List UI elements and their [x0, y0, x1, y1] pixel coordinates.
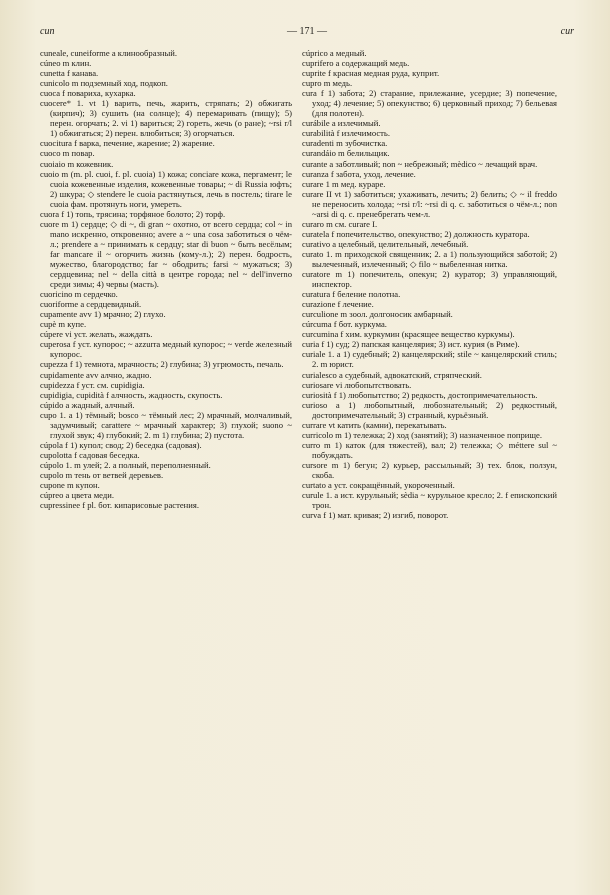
dictionary-entry: cúpolo 1. m улей; 2. a полный, переполненный.: [40, 459, 211, 470]
dictionary-entry: cuoca f повариха, кухарка.: [40, 88, 136, 99]
dictionary-entry: cuoco m повар.: [40, 148, 95, 159]
left-guide-word: cun: [40, 26, 55, 37]
dictionary-entry: cuoio m (m. pl. cuoi, f. pl. cuoia) 1) кожа; conciare кожа, пергамент; le cuoia кожевенные изделия, кожевенные товары; ~ di Russia юфть; 2) шкура; ◇ stendere le cuoia растянуться, лечь в постель; tirare le cuoia фам. протянуть ноги, умереть.: [40, 168, 292, 209]
dictionary-entry: cupolo m тень от ветвей деревьев.: [40, 469, 164, 480]
dictionary-entry: curazione f лечение.: [302, 299, 374, 310]
dictionary-entry: cúneo m клин.: [40, 58, 92, 69]
dictionary-entry: cupo 1. a 1) тёмный; bosco ~ тёмный лес; 2) мрачный, молчаливый, задумчивый; carattere ~ мрачный характер; 3) глухой; suono ~ глухой звук; 4) глубокий; 2. m 1) глубина; 2) пустота.: [40, 409, 292, 440]
dictionary-entry: curro m 1) каток (для тяжестей), вал; 2) тележка; ◇ méttere sul ~ побуждать.: [302, 439, 557, 460]
dictionary-entry: curva f 1) мат. кривая; 2) изгиб, поворот.: [302, 510, 449, 521]
dictionary-entry: cuoiaio m кожевник.: [40, 158, 114, 169]
dictionary-entry: curule 1. a ист. курульный; sèdia ~ курульное кресло; 2. f епископский трон.: [302, 490, 557, 511]
page-number: — 171 —: [287, 26, 327, 37]
dictionary-entry: cúprico a медный.: [302, 48, 367, 58]
dictionary-entry: cupro m медь.: [302, 78, 353, 89]
dictionary-entry: currare vt катить (камни), перекатывать.: [302, 419, 447, 430]
dictionary-entry: cuocere* 1. vt 1) варить, печь, жарить, стряпать; 2) обжигать (кирпич); 3) сушить (на солнце); 4) перемаривать (пищу); 5) перен. огорчать; 2. vi 1) вариться; 2) гореть, жечь (о ране); ~rsi r/l 1) обжигаться; 2) перен. влюбиться; 3) огорчаться.: [40, 98, 292, 139]
dictionary-entry: curia f 1) суд; 2) папская канцелярия; 3) ист. курия (в Риме).: [302, 339, 520, 350]
dictionary-entry: cuora f 1) топь, трясина; торфяное болото; 2) торф.: [40, 208, 226, 219]
dictionary-entry: cupezza f 1) темнота, мрачность; 2) глубина; 3) угрюмость, печаль.: [40, 359, 284, 370]
dictionary-entry: cupressinee f pl. бот. кипарисовые растения.: [40, 500, 199, 511]
dictionary-entry: curricolo m 1) тележка; 2) ход (занятий); 3) назначенное поприще.: [302, 429, 542, 440]
dictionary-entry: curiale 1. a 1) судебный; 2) канцелярский; stile ~ канцелярский стиль; 2. m юрист.: [302, 349, 557, 370]
dictionary-entry: curadenti m зубочистка.: [302, 138, 388, 149]
dictionary-entry: curcumina f хим. куркумин (красящее вещество куркумы).: [302, 329, 515, 340]
dictionary-entry: curatela f попечительство, опекунство; 2) должность куратора.: [302, 228, 530, 239]
dictionary-entry: curabilità f излечимость.: [302, 128, 390, 139]
dictionary-entry: cupolotta f садовая беседка.: [40, 449, 140, 460]
dictionary-entry: cupidigia, cupidità f алчность, жадность, скупость.: [40, 389, 223, 400]
dictionary-entry: curare 1 m мед. кураре.: [302, 178, 386, 189]
dictionary-entry: cuoriforme a сердцевидный.: [40, 299, 142, 310]
dictionary-entry: curiosare vi любопытствовать.: [302, 379, 412, 390]
dictionary-entry: curatura f беление полотна.: [302, 289, 401, 300]
dictionary-entry: curato 1. m приходской священник; 2. a 1) пользующийся заботой; 2) вылеченный, излеченный; ◇ filo ~ выбеленная нитка.: [302, 248, 557, 269]
dictionary-entry: curaro m см. curare I.: [302, 218, 378, 229]
dictionary-entry: curativo a целебный, целительный, лечебный.: [302, 238, 469, 249]
dictionary-entry: curioso a 1) любопытный, любознательный; 2) редкостный, достопримечательный; 3) странный, курьёзный.: [302, 399, 557, 420]
dictionary-entry: cupone m купон.: [40, 480, 100, 491]
dictionary-entry: cupamente avv 1) мрачно; 2) глухо.: [40, 309, 166, 320]
dictionary-entry: cúpido a жадный, алчный.: [40, 399, 135, 410]
dictionary-entry: cunetta f канава.: [40, 68, 99, 79]
dictionary-entry: cuneale, cuneiforme a клинообразный.: [40, 48, 178, 58]
left-column: [40, 48, 292, 888]
dictionary-entry: curábile a излечимый.: [302, 118, 381, 129]
dictionary-entry: cunicolo m подземный ход, подкоп.: [40, 78, 168, 89]
dictionary-entry: cupidezza f уст. см. cupidigia.: [40, 379, 145, 390]
dictionary-entry: cursore m 1) бегун; 2) курьер, рассыльный; 3) тех. блок, ползун, скоба.: [302, 459, 557, 480]
dictionary-entry: cuprite f красная медная руда, куприт.: [302, 68, 440, 79]
dictionary-entry: curante a заботливый; non ~ небрежный; mèdico ~ лечащий врач.: [302, 158, 538, 169]
dictionary-entry: cuore m 1) сердце; ◇ di ~, di gran ~ охотно, от всего сердца; col ~ in mano искренно, откровенно; avere a ~ una cosa заботиться о чём-л.; prendere a ~ принимать к сердцу; star di buon ~ быть весёлым; far mancare il ~ огорчить жизнь (кому-л.); 2) перен. бодрость, мужество, благородство; far ~ ободрить; farsi ~ мужаться; 3) сердцевина; nel ~ della città в центре города; nel ~ dell'inverno среди зимы; 4) червы (масть).: [40, 218, 292, 290]
page-header: [40, 26, 574, 40]
dictionary-entry: cúpere vi уст. желать, жаждать.: [40, 329, 153, 340]
right-column: [302, 48, 557, 888]
dictionary-entry: curiosità f 1) любопытство; 2) редкость, достопримечательность.: [302, 389, 538, 400]
dictionary-entry: curandáio m белильщик.: [302, 148, 390, 159]
dictionary-entry: curatore m 1) попечитель, опекун; 2) куратор; 3) управляющий, инспектор.: [302, 269, 557, 290]
right-guide-word: cur: [560, 26, 574, 37]
dictionary-entry: cúpola f 1) купол; свод; 2) беседка (садовая).: [40, 439, 202, 450]
dictionary-entry: curtato a уст. сокращённый, укороченный.: [302, 480, 455, 491]
dictionary-entry: cuoricino m сердечко.: [40, 289, 118, 300]
dictionary-entry: curanza f забота, уход, лечение.: [302, 168, 416, 179]
dictionary-entry: cúrcuma f бот. куркума.: [302, 319, 387, 330]
dictionary-entry: curare II vt 1) заботиться; ухаживать, лечить; 2) белить; ◇ ~ il freddo не переносить холода; ~rsi r/l: ~rsi di q. c. заботиться о чём-л.; non ~arsi di q. c. пренебрегать чем-л.: [302, 188, 557, 219]
dictionary-entry: curialesco a судебный, адвокатский, стряпческий.: [302, 369, 482, 380]
dictionary-entry: cúpreo a цвета меди.: [40, 490, 114, 501]
dictionary-entry: cupè m купе.: [40, 319, 87, 330]
dictionary-entry: cuocitura f варка, печение, жарение; 2) жарение.: [40, 138, 215, 149]
dictionary-entry: cuperosa f уст. купорос; ~ azzurra медный купорос; ~ verde железный купорос.: [40, 339, 292, 360]
dictionary-entry: cuprifero a содержащий медь.: [302, 58, 410, 69]
dictionary-entry: cupidamente avv алчно, жадно.: [40, 369, 152, 380]
dictionary-entry: curculione m зоол. долгоносик амбарный.: [302, 309, 453, 320]
dictionary-entry: cura f 1) забота; 2) старание, прилежание, усердие; 3) попечение, уход; 4) лечение; 5) опекунство; 6) церковный приход; 7) бельевая (для полотен).: [302, 88, 557, 119]
